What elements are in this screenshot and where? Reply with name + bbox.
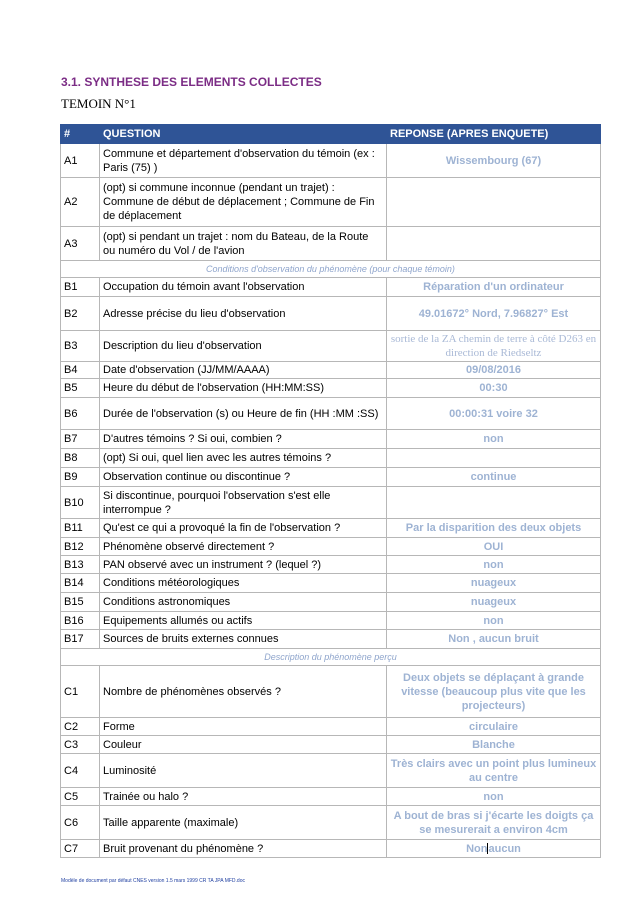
row-question: PAN observé avec un instrument ? (lequel ?) xyxy=(100,556,387,574)
row-question: Equipements allumés ou actifs xyxy=(100,612,387,630)
table-row xyxy=(61,718,601,736)
synthesis-table xyxy=(60,124,601,858)
row-code: B17 xyxy=(61,630,100,649)
row-answer: nuageux xyxy=(387,574,601,593)
row-question: Phénomène observé directement ? xyxy=(100,538,387,556)
row-code: B10 xyxy=(61,487,100,519)
table-row xyxy=(61,362,601,379)
row-code: B7 xyxy=(61,430,100,449)
row-question: Si discontinue, pourquoi l'observation s'est elle interrompue ? xyxy=(100,487,387,519)
row-code: C3 xyxy=(61,736,100,754)
row-code: B8 xyxy=(61,449,100,468)
document-footer: Modèle de document par défaut CNES version 1.5 mars 1999 CR TA JPA MFD.doc xyxy=(61,878,245,884)
row-question: Qu'est ce qui a provoqué la fin de l'observation ? xyxy=(100,519,387,538)
row-question: D'autres témoins ? Si oui, combien ? xyxy=(100,430,387,449)
row-code: B4 xyxy=(61,362,100,379)
row-code: B16 xyxy=(61,612,100,630)
row-code: B3 xyxy=(61,331,100,362)
table-row xyxy=(61,754,601,788)
table-row xyxy=(61,593,601,612)
header-answer: REPONSE (APRES ENQUETE) xyxy=(387,125,601,144)
row-answer: Blanche xyxy=(387,736,601,754)
table-row xyxy=(61,278,601,297)
row-code: C4 xyxy=(61,754,100,788)
row-code: C6 xyxy=(61,806,100,840)
row-code: B1 xyxy=(61,278,100,297)
row-answer: Par la disparition des deux objets xyxy=(387,519,601,538)
row-answer[interactable] xyxy=(387,840,601,858)
row-answer: Non , aucun bruit xyxy=(387,630,601,649)
section-row-observation-conditions xyxy=(61,261,601,278)
section-row-phenomenon-description xyxy=(61,649,601,666)
row-code: B13 xyxy=(61,556,100,574)
row-answer: non xyxy=(387,788,601,806)
table-row xyxy=(61,806,601,840)
header-question: QUESTION xyxy=(100,125,387,144)
row-question: Taille apparente (maximale) xyxy=(100,806,387,840)
table-row xyxy=(61,519,601,538)
row-code: B12 xyxy=(61,538,100,556)
row-code: B14 xyxy=(61,574,100,593)
table-row xyxy=(61,487,601,519)
row-code: A1 xyxy=(61,144,100,178)
table-row xyxy=(61,449,601,468)
row-code: B11 xyxy=(61,519,100,538)
table-row xyxy=(61,788,601,806)
row-answer xyxy=(387,487,601,519)
row-answer: Wissembourg (67) xyxy=(387,144,601,178)
table-row xyxy=(61,556,601,574)
witness-title: TEMOIN N°1 xyxy=(61,96,136,111)
row-answer xyxy=(387,227,601,261)
row-code: B6 xyxy=(61,398,100,430)
row-question: (opt) si pendant un trajet : nom du Bateau, de la Route ou numéro du Vol / de l'avion xyxy=(100,227,387,261)
row-answer xyxy=(387,178,601,227)
row-answer: non xyxy=(387,612,601,630)
row-answer: 09/08/2016 xyxy=(387,362,601,379)
section-title: 3.1. SYNTHESE DES ELEMENTS COLLECTES xyxy=(61,75,322,89)
row-answer: 49.01672° Nord, 7.96827° Est xyxy=(387,297,601,331)
row-code: A2 xyxy=(61,178,100,227)
row-answer: A bout de bras si j'écarte les doigts ça se mesurerait a environ 4cm xyxy=(387,806,601,840)
row-code: B2 xyxy=(61,297,100,331)
row-question: Luminosité xyxy=(100,754,387,788)
section-label: Description du phénomène perçu xyxy=(61,649,601,666)
table-row xyxy=(61,666,601,718)
row-answer: Deux objets se déplaçant à grande vitesse (beaucoup plus vite que les projecteurs) xyxy=(387,666,601,718)
row-answer: circulaire xyxy=(387,718,601,736)
row-question: Conditions astronomiques xyxy=(100,593,387,612)
row-answer: 00:30 xyxy=(387,379,601,398)
row-question: Date d'observation (JJ/MM/AAAA) xyxy=(100,362,387,379)
row-question: Occupation du témoin avant l'observation xyxy=(100,278,387,297)
row-code: B15 xyxy=(61,593,100,612)
row-question: Nombre de phénomènes observés ? xyxy=(100,666,387,718)
table-row xyxy=(61,227,601,261)
row-question: Bruit provenant du phénomène ? xyxy=(100,840,387,858)
row-answer: nuageux xyxy=(387,593,601,612)
row-question: Adresse précise du lieu d'observation xyxy=(100,297,387,331)
row-question: Trainée ou halo ? xyxy=(100,788,387,806)
row-answer: sortie de la ZA chemin de terre à côté D263 en direction de Riedseltz xyxy=(387,331,601,362)
table-row xyxy=(61,331,601,362)
row-question: (opt) si commune inconnue (pendant un trajet) : Commune de début de déplacement ; Commune de Fin de déplacement xyxy=(100,178,387,227)
table-row xyxy=(61,379,601,398)
table-row xyxy=(61,630,601,649)
row-answer: Réparation d'un ordinateur xyxy=(387,278,601,297)
row-code: A3 xyxy=(61,227,100,261)
row-answer: non xyxy=(387,430,601,449)
row-code: C5 xyxy=(61,788,100,806)
row-question: Couleur xyxy=(100,736,387,754)
table-row xyxy=(61,468,601,487)
section-label: Conditions d'observation du phénomène (pour chaque témoin) xyxy=(61,261,601,278)
row-answer: 00:00:31 voire 32 xyxy=(387,398,601,430)
table-header-row xyxy=(61,125,601,144)
row-answer: OUI xyxy=(387,538,601,556)
row-code: C2 xyxy=(61,718,100,736)
row-question: Sources de bruits externes connues xyxy=(100,630,387,649)
table-row xyxy=(61,574,601,593)
table-row xyxy=(61,297,601,331)
header-number: # xyxy=(61,125,100,144)
row-question: (opt) Si oui, quel lien avec les autres témoins ? xyxy=(100,449,387,468)
row-question: Heure du début de l'observation (HH:MM:SS) xyxy=(100,379,387,398)
answer-part-b: aucun xyxy=(488,842,521,855)
row-question: Commune et département d'observation du témoin (ex : Paris (75) ) xyxy=(100,144,387,178)
table-row xyxy=(61,398,601,430)
table-row xyxy=(61,144,601,178)
answer-part-a: Non xyxy=(466,842,488,855)
row-answer xyxy=(387,449,601,468)
row-answer: Très clairs avec un point plus lumineux au centre xyxy=(387,754,601,788)
row-code: B9 xyxy=(61,468,100,487)
table-row xyxy=(61,612,601,630)
row-question: Observation continue ou discontinue ? xyxy=(100,468,387,487)
row-code: B5 xyxy=(61,379,100,398)
row-code: C7 xyxy=(61,840,100,858)
table-row xyxy=(61,178,601,227)
row-answer: non xyxy=(387,556,601,574)
table-row xyxy=(61,430,601,449)
row-answer: continue xyxy=(387,468,601,487)
table-row xyxy=(61,840,601,858)
row-code: C1 xyxy=(61,666,100,718)
row-question: Conditions météorologiques xyxy=(100,574,387,593)
row-question: Description du lieu d'observation xyxy=(100,331,387,362)
row-question: Forme xyxy=(100,718,387,736)
table-row xyxy=(61,736,601,754)
row-question: Durée de l'observation (s) ou Heure de fin (HH :MM :SS) xyxy=(100,398,387,430)
table-row xyxy=(61,538,601,556)
